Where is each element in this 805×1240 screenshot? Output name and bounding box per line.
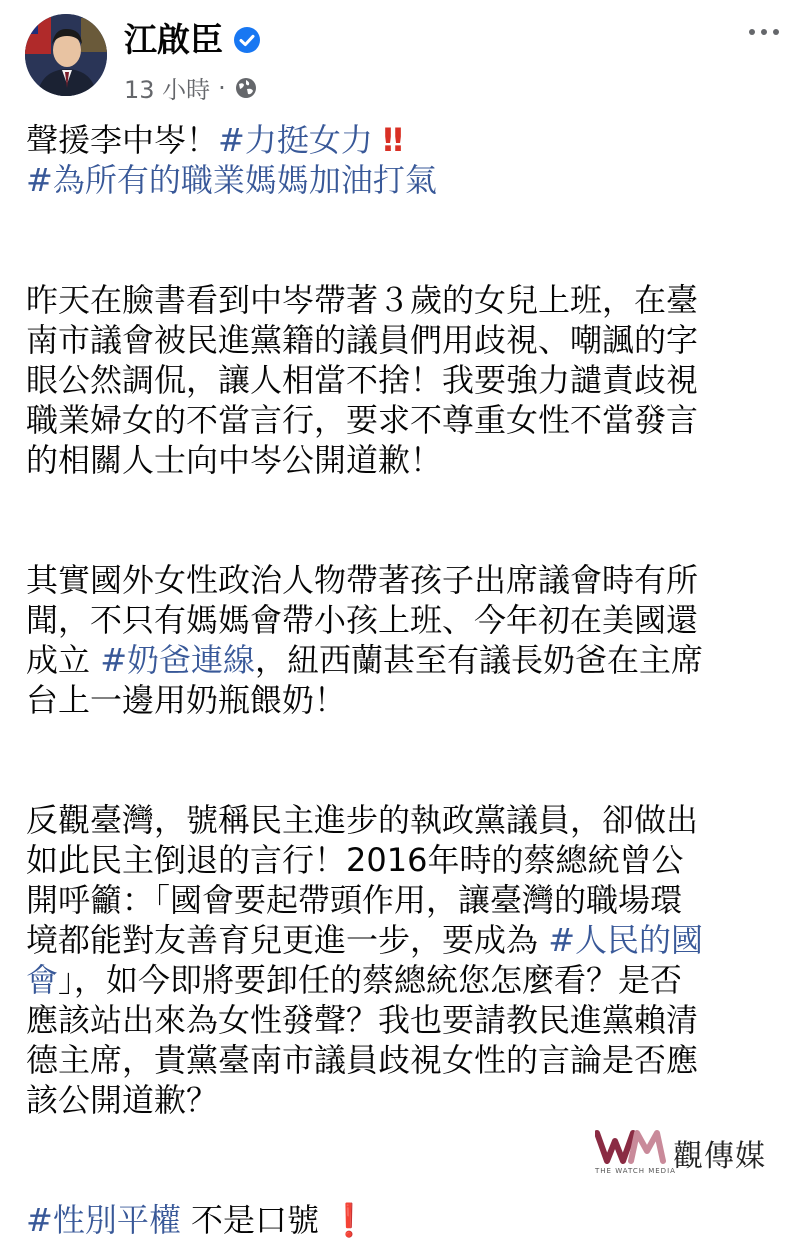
meta-separator: · (218, 73, 226, 102)
post-line: 聞，不只有媽媽會帶小孩上班、今年初在美國還 (26, 601, 699, 639)
post-line: 如此民主倒退的言行！2016年時的蔡總統曾公 (26, 841, 684, 879)
post-text: 境都能對友善育兒更進一步，要成為 (26, 921, 549, 959)
author-row (124, 20, 261, 60)
author-name[interactable]: 江啟臣 (124, 20, 223, 59)
avatar[interactable] (25, 14, 107, 96)
post-line (26, 1200, 786, 1240)
hashtag-link[interactable]: #力挺女力 (218, 121, 373, 159)
post-line: 南市議會被民進黨籍的議員們用歧視、嘲諷的字 (26, 321, 699, 359)
post-line: 反觀臺灣，號稱民主進步的執政黨議員，卻做出 (26, 801, 699, 839)
hashtag-link[interactable]: #人民的國 (548, 921, 704, 959)
watermark (595, 1127, 795, 1179)
post-line: 眼公然調侃，讓人相當不捨！我要強力譴責歧視 (26, 361, 699, 399)
post-line (26, 120, 786, 160)
watermark-subtitle: THE WATCH MEDIA (595, 1167, 676, 1175)
post-line: 應該站出來為女性發聲？我也要請教民進黨賴清 (26, 1001, 699, 1039)
hashtag-link[interactable]: #為所有的職業媽媽加油打氣 (26, 161, 437, 199)
post-line: 開呼籲：「國會要起帶頭作用，讓臺灣的職場環 (26, 881, 683, 919)
post-timestamp[interactable]: 13 小時 (124, 76, 211, 104)
post-line: 台上一邊用奶瓶餵奶！ (26, 681, 347, 719)
hashtag-link[interactable]: 會 (26, 961, 59, 999)
post-line (26, 960, 786, 1000)
post-line: 的相關人士向中岑公開道歉！ (26, 441, 443, 479)
hashtag-link[interactable]: #性別平權 (26, 1201, 181, 1239)
post-text: 成立 (26, 641, 101, 679)
watermark-logo (595, 1127, 667, 1167)
post-line (26, 160, 786, 200)
globe-icon[interactable] (234, 76, 258, 100)
post-meta (124, 70, 258, 105)
post-text: 」，如今即將要卸任的蔡總統您怎麼看？是否 (58, 961, 683, 999)
more-dots-icon[interactable] (747, 22, 781, 42)
watermark-brand: 觀傳媒 (673, 1139, 766, 1174)
hashtag-link[interactable]: #奶爸連線 (100, 641, 256, 679)
post-text: ，紐西蘭甚至有議長奶爸在主席 (255, 641, 704, 679)
post-header (0, 0, 805, 110)
avatar-photo (25, 14, 107, 96)
exclamation-icon: ❗ (329, 1201, 370, 1239)
post-line: 昨天在臉書看到中岑帶著３歲的女兒上班，在臺 (26, 281, 699, 319)
verified-badge-icon (233, 26, 261, 54)
post-line (26, 920, 786, 960)
double-exclamation-icon: ‼ (383, 121, 404, 159)
post-line: 職業婦女的不當言行，要求不尊重女性不當發言 (26, 401, 699, 439)
post-line: 其實國外女性政治人物帶著孩子出席議會時有所 (26, 561, 699, 599)
post-line: 該公開道歉？ (26, 1081, 219, 1119)
post-line: 德主席，貴黨臺南市議員歧視女性的言論是否應 (26, 1041, 699, 1079)
post-line (26, 640, 786, 680)
post-text: 不是口號 (180, 1201, 320, 1239)
post-body (26, 120, 786, 1240)
post-text: 聲援李中岑！ (26, 121, 219, 159)
